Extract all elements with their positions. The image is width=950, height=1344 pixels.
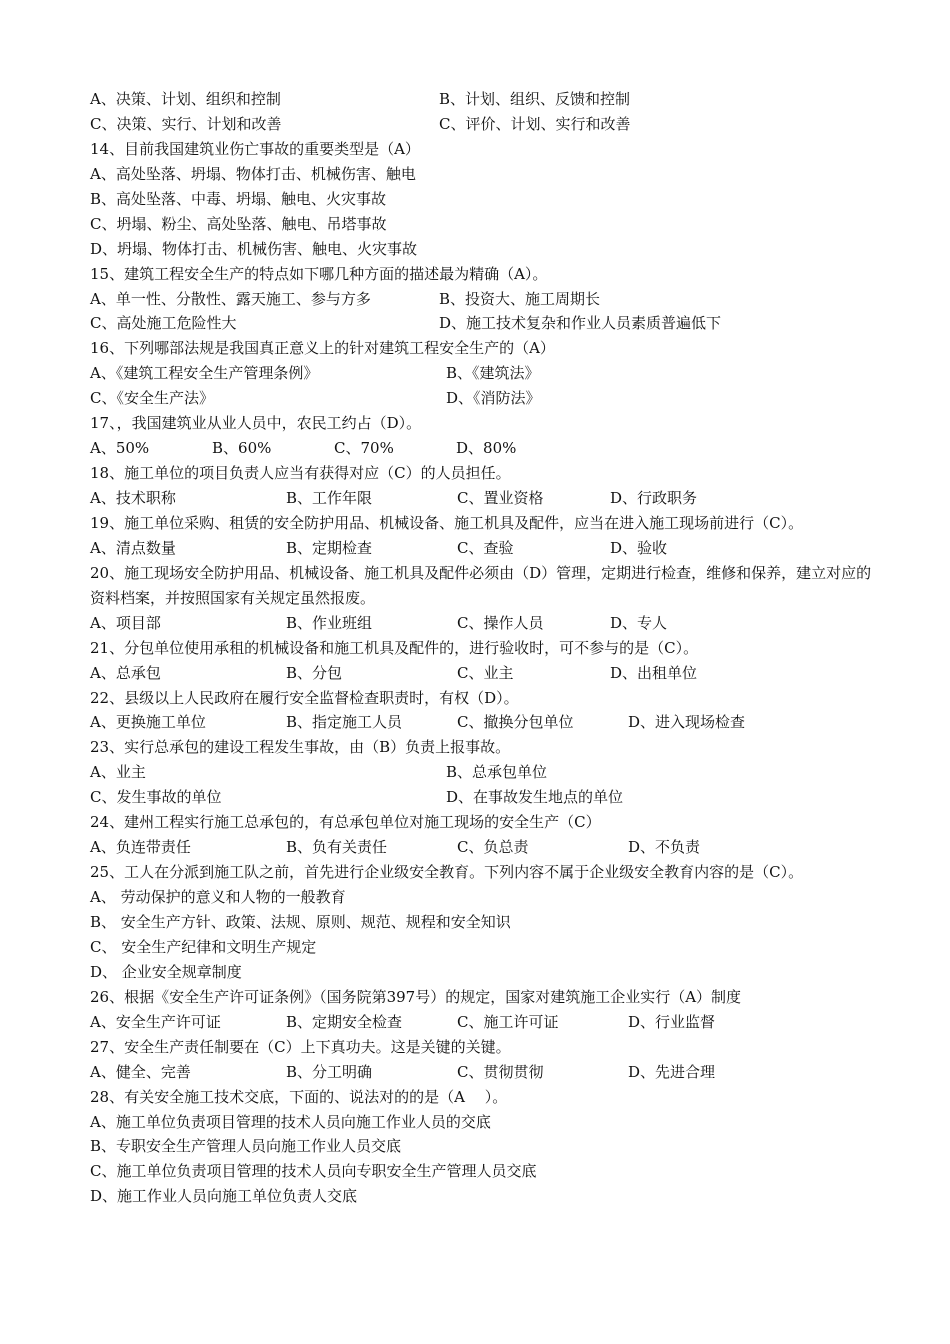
answer-option: B、作业班组 bbox=[286, 613, 373, 632]
answer-option: D、出租单位 bbox=[610, 663, 698, 682]
answer-option: A、高处坠落、坍塌、物体打击、机械伤害、触电 bbox=[90, 164, 416, 183]
option-row bbox=[90, 1060, 880, 1085]
answer-option: B、负有关责任 bbox=[286, 838, 388, 857]
answer-option: C、撤换分包单位 bbox=[457, 713, 574, 732]
answer-option: C、 安全生产纪律和文明生产规定 bbox=[90, 937, 317, 956]
answer-option: B、投资大、施工周期长 bbox=[439, 289, 601, 308]
question-text: 15、建筑工程安全生产的特点如下哪几种方面的描述最为精确（A）。 bbox=[90, 264, 548, 283]
answer-option: A、项目部 bbox=[90, 613, 161, 632]
answer-option: D、80% bbox=[456, 439, 517, 458]
answer-option: B、 安全生产方针、政策、法规、原则、规范、规程和安全知识 bbox=[90, 913, 511, 931]
answer-option: D、进入现场检查 bbox=[628, 713, 746, 732]
answer-option: D、专人 bbox=[610, 613, 668, 632]
answer-option: C、高处施工危险性大 bbox=[90, 314, 237, 333]
answer-option: C、置业资格 bbox=[457, 489, 544, 507]
option-row bbox=[90, 835, 880, 860]
question-text: 23、实行总承包的建设工程发生事故，由（B）负责上报事故。 bbox=[90, 738, 511, 757]
option-row bbox=[90, 361, 880, 386]
answer-option: D、施工技术复杂和作业人员素质普遍低下 bbox=[439, 314, 722, 333]
answer-option: D、施工作业人员向施工单位负责人交底 bbox=[90, 1187, 358, 1206]
question-text: 17、，我国建筑业从业人员中，农民工约占（D）。 bbox=[90, 414, 422, 433]
answer-option: B、计划、组织、反馈和控制 bbox=[439, 90, 631, 108]
answer-option: C、评价、计划、实行和改善 bbox=[439, 114, 631, 133]
answer-option: C、决策、实行、计划和改善 bbox=[90, 114, 282, 133]
answer-option: D、《消防法》 bbox=[446, 389, 541, 408]
answer-option: B、分包 bbox=[286, 663, 343, 682]
answer-option: A、 劳动保护的意义和人物的一般教育 bbox=[90, 888, 346, 907]
question-text: 18、施工单位的项目负责人应当有获得对应（C）的人员担任。 bbox=[90, 464, 511, 483]
answer-option: A、总承包 bbox=[90, 663, 161, 682]
answer-option: A、50% bbox=[90, 439, 150, 458]
answer-option: A、施工单位负责项目管理的技术人员向施工作业人员的交底 bbox=[90, 1112, 491, 1131]
answer-option: B、分工明确 bbox=[286, 1062, 373, 1081]
option-row bbox=[90, 112, 880, 137]
answer-option: C、施工单位负责项目管理的技术人员向专职安全生产管理人员交底 bbox=[90, 1162, 537, 1181]
answer-option: D、 企业安全规章制度 bbox=[90, 962, 242, 981]
answer-option: A、负连带责任 bbox=[90, 838, 191, 857]
answer-option: B、高处坠落、中毒、坍塌、触电、火灾事故 bbox=[90, 189, 387, 208]
answer-option: D、先进合理 bbox=[628, 1062, 716, 1081]
question-text: 22、县级以上人民政府在履行安全监督检查职责时，有权（D）。 bbox=[90, 688, 519, 707]
answer-option: B、《建筑法》 bbox=[446, 364, 540, 383]
answer-option: B、工作年限 bbox=[286, 489, 373, 507]
answer-option: A、清点数量 bbox=[90, 538, 176, 557]
option-row bbox=[90, 436, 880, 461]
answer-option: A、更换施工单位 bbox=[90, 713, 206, 732]
answer-option: A、《建筑工程安全生产管理条例》 bbox=[90, 364, 319, 383]
option-row bbox=[90, 760, 880, 785]
answer-option: B、指定施工人员 bbox=[286, 713, 403, 732]
question-text: 14、目前我国建筑业伤亡事故的重要类型是（A） bbox=[90, 139, 420, 158]
answer-option: A、安全生产许可证 bbox=[90, 1012, 221, 1031]
answer-option: D、行业监督 bbox=[628, 1012, 716, 1031]
question-text: 26、根据《安全生产许可证条例》（国务院第397号）的规定，国家对建筑施工企业实行（A）制度 bbox=[90, 987, 742, 1006]
question-text: 21、分包单位使用承租的机械设备和施工机具及配件的，进行验收时，可不参与的是（C）。 bbox=[90, 638, 699, 657]
question-text: 19、施工单位采购、租赁的安全防护用品、机械设备、施工机具及配件，应当在进入施工现场前进行（C）。 bbox=[90, 513, 804, 532]
answer-option: C、施工许可证 bbox=[457, 1012, 559, 1031]
answer-option: D、验收 bbox=[610, 538, 668, 557]
option-row bbox=[90, 661, 880, 686]
document-page bbox=[90, 87, 880, 1209]
answer-option: C、坍塌、粉尘、高处坠落、触电、吊塔事故 bbox=[90, 214, 387, 233]
answer-option: B、定期检查 bbox=[286, 538, 373, 557]
answer-option: A、业主 bbox=[90, 763, 146, 782]
answer-option: C、70% bbox=[334, 439, 394, 458]
answer-option: A、技术职称 bbox=[90, 489, 176, 507]
answer-option: D、不负责 bbox=[628, 838, 701, 857]
option-row bbox=[90, 536, 880, 561]
question-text: 28、有关安全施工技术交底，下面的、说法对的的是（A ）。 bbox=[90, 1087, 508, 1106]
answer-option: D、行政职务 bbox=[610, 489, 698, 507]
question-text: 20、施工现场安全防护用品、机械设备、施工机具及配件必须由（D）管理，定期进行检查，维修和保养，建立对应的资料档案，并按照国家有关规定虽然报废。 bbox=[90, 563, 872, 607]
answer-option: C、负总责 bbox=[457, 838, 529, 857]
option-row bbox=[90, 611, 880, 636]
question-text: 25、工人在分派到施工队之前，首先进行企业级安全教育。下列内容不属于企业级安全教育内容的是（C）。 bbox=[90, 863, 804, 882]
answer-option: C、操作人员 bbox=[457, 613, 544, 632]
answer-option: C、发生事故的单位 bbox=[90, 788, 222, 807]
answer-option: B、总承包单位 bbox=[446, 763, 548, 782]
answer-option: D、在事故发生地点的单位 bbox=[446, 788, 624, 807]
question-text: 24、建州工程实行施工总承包的，有总承包单位对施工现场的安全生产（C） bbox=[90, 813, 601, 832]
answer-option: D、坍塌、物体打击、机械伤害、触电、火灾事故 bbox=[90, 239, 418, 258]
question-text: 16、下列哪部法规是我国真正意义上的针对建筑工程安全生产的（A） bbox=[90, 339, 555, 358]
option-row bbox=[90, 311, 880, 336]
answer-option: B、60% bbox=[212, 439, 272, 458]
answer-option: A、决策、计划、组织和控制 bbox=[90, 90, 281, 108]
option-row bbox=[90, 287, 880, 312]
question-text: 27、安全生产责任制要在（C）上下真功夫。这是关键的关键。 bbox=[90, 1037, 511, 1056]
option-row bbox=[90, 87, 880, 112]
answer-option: A、健全、完善 bbox=[90, 1062, 191, 1081]
option-row bbox=[90, 386, 880, 411]
answer-option: B、专职安全生产管理人员向施工作业人员交底 bbox=[90, 1137, 402, 1156]
answer-option: C、查验 bbox=[457, 538, 514, 557]
option-row bbox=[90, 1010, 880, 1035]
answer-option: C、业主 bbox=[457, 663, 514, 682]
answer-option: C、贯彻贯彻 bbox=[457, 1062, 544, 1081]
option-row bbox=[90, 486, 880, 511]
answer-option: A、单一性、分散性、露天施工、参与方多 bbox=[90, 289, 371, 308]
option-row bbox=[90, 710, 880, 735]
answer-option: B、定期安全检查 bbox=[286, 1012, 403, 1031]
answer-option: C、《安全生产法》 bbox=[90, 389, 214, 408]
option-row bbox=[90, 785, 880, 810]
